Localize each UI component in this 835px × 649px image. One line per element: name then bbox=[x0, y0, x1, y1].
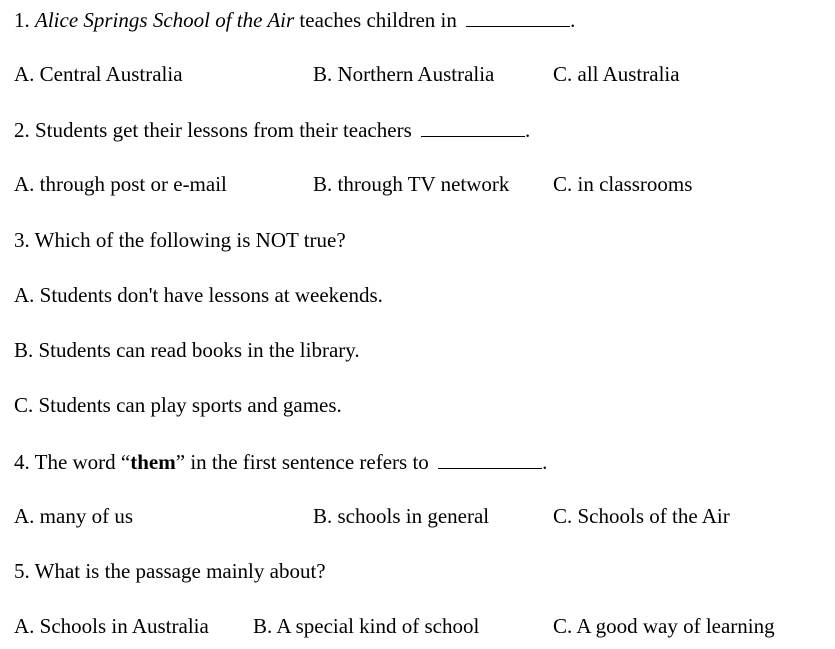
question-5-number: 5. bbox=[14, 559, 30, 583]
question-3-number: 3. bbox=[14, 228, 30, 252]
question-4-option-c: C. Schools of the Air bbox=[553, 504, 730, 528]
question-4-stem-post: ” in the first sentence refers to bbox=[175, 450, 429, 474]
question-4-option-b: B. schools in general bbox=[313, 504, 490, 528]
question-2 bbox=[14, 116, 530, 142]
question-2-option-c: C. in classrooms bbox=[553, 172, 693, 196]
question-4-option-a: A. many of us bbox=[14, 504, 133, 528]
question-5-option-c: C. A good way of learning bbox=[553, 614, 775, 638]
question-1-end: . bbox=[570, 8, 576, 32]
answer-blank-2 bbox=[421, 116, 525, 137]
question-3-option-b: B. Students can read books in the library. bbox=[14, 338, 360, 362]
question-3-stem: Which of the following is NOT true? bbox=[29, 228, 346, 252]
question-5 bbox=[14, 558, 326, 584]
question-4-number: 4. bbox=[14, 450, 30, 474]
question-1-stem: teaches children in bbox=[294, 8, 457, 32]
question-4-stem-pre: The word “ bbox=[29, 450, 131, 474]
answer-blank-4 bbox=[438, 448, 542, 469]
question-1-number: 1. bbox=[14, 8, 30, 32]
question-2-option-b: B. through TV network bbox=[313, 172, 510, 196]
question-4 bbox=[14, 448, 547, 474]
question-1 bbox=[14, 6, 575, 32]
question-3-option-a: A. Students don't have lessons at weekends. bbox=[14, 283, 383, 307]
question-2-option-a: A. through post or e-mail bbox=[14, 172, 227, 196]
question-2-number: 2. bbox=[14, 118, 30, 142]
question-5-option-b: B. A special kind of school bbox=[253, 614, 480, 638]
question-3-option-c: C. Students can play sports and games. bbox=[14, 393, 342, 417]
question-3 bbox=[14, 227, 346, 253]
question-1-option-c: C. all Australia bbox=[553, 62, 680, 86]
question-5-option-a: A. Schools in Australia bbox=[14, 614, 209, 638]
question-1-school-name: Alice Springs School of the Air bbox=[35, 8, 295, 32]
answer-blank-1 bbox=[466, 6, 570, 27]
question-4-end: . bbox=[542, 450, 548, 474]
question-5-stem: What is the passage mainly about? bbox=[29, 559, 326, 583]
question-4-keyword: them bbox=[130, 450, 176, 474]
question-2-stem: Students get their lessons from their teachers bbox=[29, 118, 412, 142]
question-1-option-b: B. Northern Australia bbox=[313, 62, 495, 86]
question-1-option-a: A. Central Australia bbox=[14, 62, 183, 86]
question-2-end: . bbox=[525, 118, 531, 142]
